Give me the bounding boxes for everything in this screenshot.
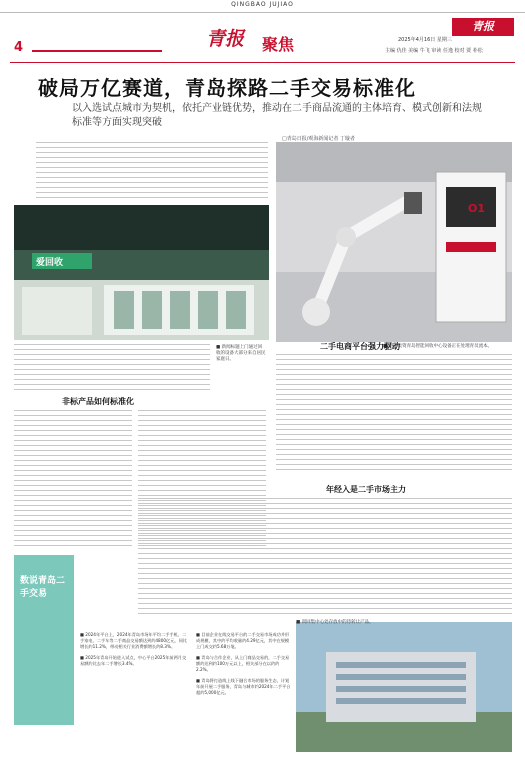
- byline: □青岛日报/观海新闻记者 丁璇者: [282, 136, 355, 142]
- stats-sidebar: [14, 555, 74, 725]
- section-title: 聚焦: [262, 35, 295, 54]
- machine-label: O1: [468, 202, 486, 215]
- page-number: 4: [14, 40, 24, 55]
- headline: 破局万亿赛道，青岛探路二手交易标准化: [38, 76, 416, 100]
- sidebar-bullet: ■ 目前企业在线交易平台的二手交易市场成功并形成规模，其中约平均收量约4.29亿元，其中在规模上门成交约5.68万笔。: [196, 632, 290, 649]
- robot-photo: [276, 142, 512, 342]
- intro-text: [36, 142, 268, 200]
- brand-logo-corner: 青报: [452, 18, 514, 36]
- sidebar-bullet: ■ 青岛将打造线上线下融合市场的服务生态，计划年前开展二手服务，青岛与城市约2024年二手平台超约5,000亿元。: [196, 678, 291, 695]
- small-photo-caption: ■ 新闻标题上门通过回收的设备大部分来自居民家庭日。: [216, 345, 266, 362]
- sidebar-title: 数说青岛二手交易: [20, 576, 66, 599]
- store-sign: 爱回收: [36, 258, 64, 268]
- col1-text: [14, 410, 132, 550]
- editor-credits: 主编 仇佳 美编 牛飞 审读 任逸 校对 贾 朴松: [385, 48, 483, 54]
- col3-text: [276, 354, 512, 472]
- sidebar-bullet: ■ 2025年青岛开始进入试点，中心平台2025年前两月交易额约比去年二手增长3.4%。: [80, 655, 187, 666]
- col4-text: [138, 498, 512, 618]
- col1-text-top: [14, 344, 210, 392]
- sidebar-bullets-left: [80, 632, 190, 672]
- subsection-title-2: 二手电商平台强力驱动: [320, 342, 400, 351]
- brand-logo: 青报: [206, 28, 245, 50]
- issue-date: 2025年4月16日 星期三: [398, 37, 452, 43]
- top-bar: [0, 0, 525, 13]
- masthead-pinyin: QINGBAO JUJIAO: [231, 1, 294, 8]
- subsection-title-3: 年经入是二手市场主力: [326, 485, 406, 494]
- robot-caption: ■ 利用集资青岛智能回收中心设备正在处理青员流本。: [383, 344, 493, 349]
- subheadline: 以入选试点城市为契机，依托产业链优势，推动在二手商品流通的主体培育、模式创新和法规标准等方面实现突破: [72, 103, 482, 128]
- building-photo: [296, 622, 512, 752]
- header-rule: [10, 62, 515, 63]
- sidebar-bullet: ■ 青岛与合作企业，从上门商品交易的，二手交易额约达到约100万元以上，相关部分在以约约2.2%。: [196, 655, 290, 672]
- subsection-title-1: 非标产品如何标准化: [62, 397, 134, 406]
- store-photo: [14, 205, 269, 340]
- building-caption: ■ 训回集中心处存放中的待转让产品。: [296, 620, 374, 625]
- sidebar-bullets-right: [196, 632, 292, 701]
- page-number-rule: [32, 50, 162, 52]
- sidebar-bullet: ■ 2024年平台上，2024年青岛市场年平均二手手机、二手家电、二手车等二手商品交易额达到约4800亿元，同比增长约11.2%，带动相关行业消费额增长约8.3%。: [80, 632, 187, 649]
